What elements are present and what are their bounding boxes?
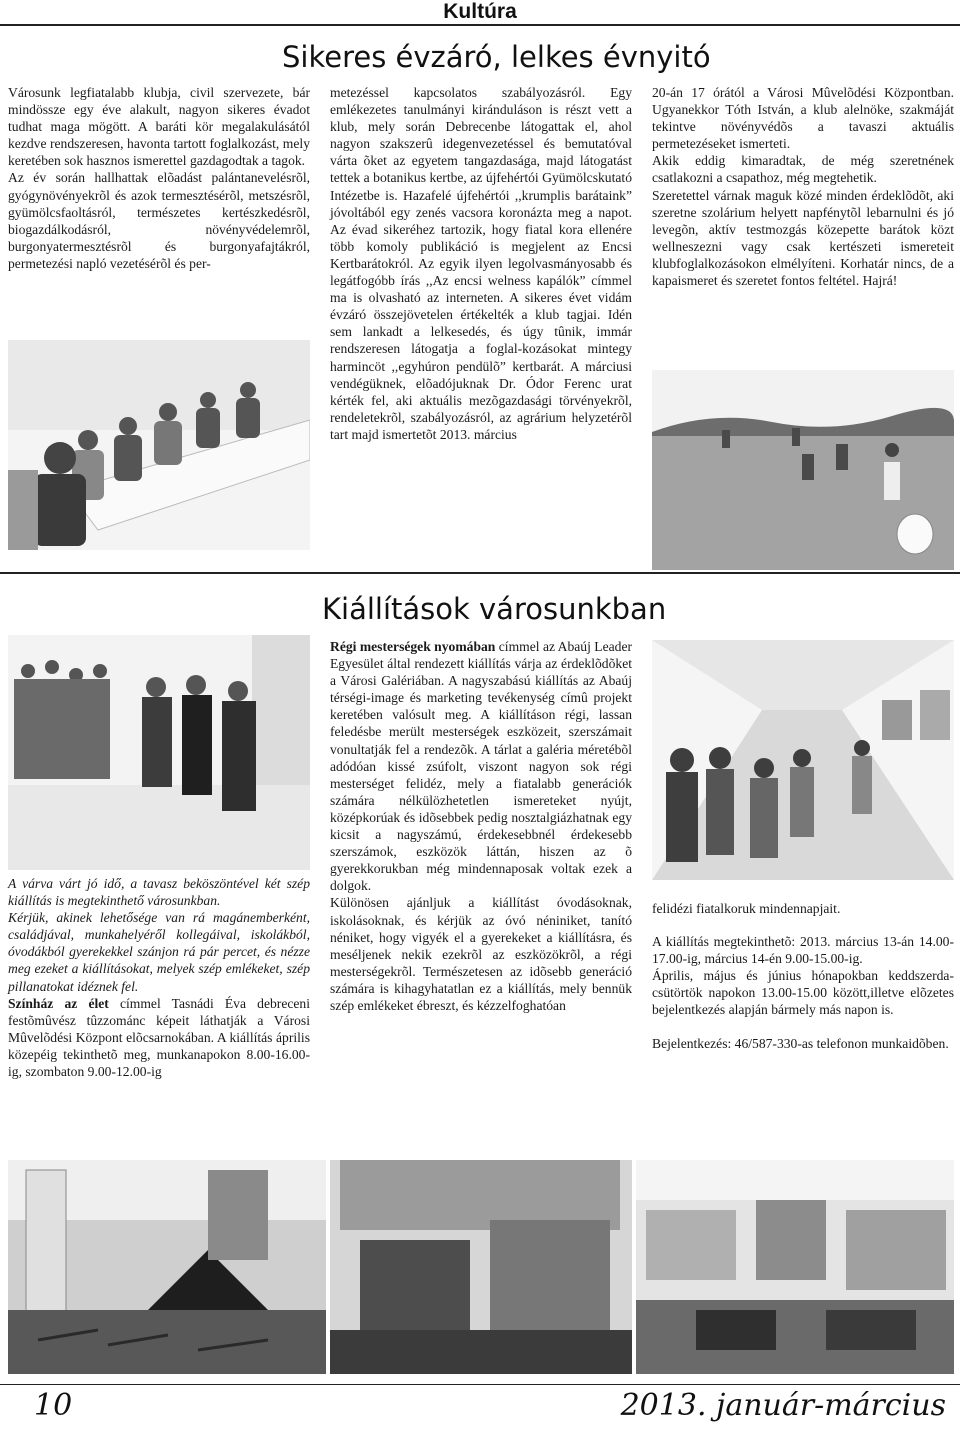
exhibition-2-text: címmel az Abaúj Leader Egyesület által rendezett kiállítás várja az érdeklõdõket a Városi Galériában. A nagyszabású kiállítás az Abaúj térségi-image és marketing tevékenység címû projekt keretében valósult meg. A kiállításon régi, lassan feledésbe merült mesterségek eszközeit, szerszámait vonultatják fel a rendezõk. A tárlat a galéria méretébõl adódóan kissé zsúfolt, viszont nagyon sok régi mesterséget felidéz, mely a fiatalabb generációk számára nélkülözhetetlen ismereteket nyújt, középkorúak és idõsebbek pedig nosztalgiázhatnak egy kicsit a nagyszámú, érdekesebbnél érdekesebb szerszámok, eszközök láttán, hiszen az õ gyerekkorukban még mindennaposak voltak ezek a dolgok.	[330, 639, 633, 894]
article1-col3-para: 20-án 17 órától a Városi Mûvelõdési Központban. Ugyanekkor Tóth István, a klub alelnöke, szakmáját tekintve növényvédõs a tavaszi aktuális permetezéseket ismerteti.	[652, 85, 954, 152]
gallery-visitors-photo	[652, 640, 954, 880]
page-number: 10	[34, 1388, 73, 1423]
issue-date: 2013. január-március	[620, 1388, 946, 1423]
article2-col1	[8, 875, 310, 1080]
article2-col3-para: felidézi fiatalkoruk mindennapjait.	[652, 901, 841, 916]
article1-col3-para: Szeretettel várnak maguk közé minden érdeklõdõt, aki szeretne szolárium helyett napfénytõl lebarnulni és jó levegõn, aktív testmozgás közepette barátok közt wellneszezni vagy csak kertészeti ismereteit klubfoglalkozásokon elmélyíteni. Korhatár nincs, de a kapaismeret és szeretet fontos feltétel. Hajrá!	[652, 187, 954, 289]
exhibition-schedule: Április, május és június hónapokban keddszerda-csütörtök napokon 13.00-15.00 között,illetve elõzetes bejelentkezés alapján bármely más napon is.	[652, 968, 954, 1018]
article1-col2-para: metezéssel kapcsolatos szabályozásról. Egy emlékezetes tanulmányi kiránduláson is részt vett a klub, mely során Debrecenbe látogattak el, ahol nagyon szakszerû idegenvezetéssel és bemutatóval várta õket az egyetem tangazdasága, majd látogatást tettek a botanikus kertbe, az újfehértói Gyümölcskutató Intézetbe is. Hazafelé újfehértói ,,krumplis barátaink” jóvoltából egy zenés vacsora koronázta meg a napot. Az évad sikeréhez tartozik, hogy fiatal kora ellenére több komoly publikáció is megjelent az Encsi Kertbarátokról. Az egyik ilyen legolvasmányosabb és legátfogóbb írás ,,Az encsi welness kapálók” címmel ma is olvasható az interneten. A sikeres évet vidám évzáró összejövetelen értékelték a klub tagjai. Idén sem lankadt a lelkesedés, és úgy tûnik, immár rendszeresen látogatja a foglal-kozásokat mintegy harmincöt ,,egyhúron pendülõ” kertbarát. A márciusi vendégüknek, elõadójuknak Dr. Ódor Ferenc urat kérték fel, aki aktuális mezõgazdasági törvényekrõl, rendeletekrõl, szabályozásról, az agrárium helyzetérõl tart majd ismertetõt 2013. március	[330, 85, 632, 442]
exhibition-1-paragraph	[8, 995, 310, 1080]
exhibition-1-title: Színház az élet	[8, 995, 109, 1011]
article2-col2	[330, 638, 632, 1014]
section-label: Kultúra	[443, 0, 517, 23]
article1-col2	[330, 84, 632, 443]
field-work-photo	[652, 370, 954, 570]
article1-col3	[652, 84, 954, 289]
exhibition-2-paragraph	[330, 638, 632, 894]
article-divider	[0, 572, 960, 574]
craft-tools-photo	[330, 1160, 632, 1374]
top-rule	[0, 24, 960, 26]
exhibition-2-recommendation: Különösen ajánljuk a kiállítást óvodásoknak, iskolásoknak, és kérjük az óvó néniniket, tanító néniket, hogy vigyék el a gyerekeket a kiállításra, és meséljenek nekik ezekrõl az eszközökrõl, a régi mesterségekrõl. Természetesen az idõsebb generáció számára is kihagyhatatlan ez a kiállítás, mely bennük szép emlékeket ébreszt, és kézzelfoghatóan	[330, 895, 632, 1013]
forge-exhibit-photo	[8, 1160, 326, 1374]
booking-info: Bejelentkezés: 46/587-330-as telefonon munkaidõben.	[652, 1035, 949, 1051]
article1-col1-para: Az év során hallhattak elõadást palántanevelésrõl, gyógynövényekrõl és azok termesztésérõl, metszésrõl, gyümölcsfaoltásról, természetes kertészkedésrõl, biogazdálkodásról, növényvédelemrõl, burgonyatermesztésrõl és burgonyafajtákról, permetezési napló vezetésérõl és per-	[8, 170, 310, 271]
bottom-rule	[0, 1384, 960, 1385]
exhibition-2-title: Régi mesterségek nyomában	[330, 639, 496, 654]
article1-headline: Sikeres évzáró, lelkes évnyitó	[282, 40, 711, 74]
article2-col3	[652, 900, 954, 1052]
article1-col1	[8, 84, 310, 272]
gallery-hall-photo	[636, 1160, 954, 1374]
article2-headline: Kiállítások városunkban	[322, 592, 667, 626]
article1-col1-para: Városunk legfiatalabb klubja, civil szervezete, bár mindössze egy éve alakult, nagyon sikeres évadot tudhat maga mögött. A baráti kör megalakulásától kezdve rendszeresen, havonta tartott foglalkozást, mely keretében sok hasznos ismerettel gazdagodtak a tagok.	[8, 85, 310, 169]
article1-col3-para: Akik eddig kimaradtak, de még szeretnének csatlakozni a csapathoz, még megtehetik.	[652, 153, 954, 186]
exhibition-hours: A kiállítás megtekinthetõ: 2013. március 13-án 14.00-17.00-ig, március 14-én 9.00-15.00-ig.	[652, 934, 954, 967]
exhibition-intro: A várva várt jó idő, a tavasz beköszöntével két szép kiállítás is megtekinthető városunkban.	[8, 876, 310, 909]
exhibition-1-text: címmel Tasnádi Éva debreceni festõmûvész tûzzománc képeit láthatják a Városi Mûvelõdési Központ elõcsarnokában. A kiállítás április közepéig tekinthetõ meg, munkanapokon 8.00-16.00-ig, szombaton 9.00-12.00-ig	[8, 995, 310, 1080]
exhibition-invitation: Kérjük, akinek lehetősége van rá magánemberként, családjával, munkahelyéről kollegáival, iskolákból, óvodákból gyerekekkel szánjon rá pár percet, és nézze meg ezeket a kiállításokat, melyek szép emlékeket, szép pillanatokat idéznek fel.	[8, 910, 310, 994]
exhibition-opening-photo	[8, 635, 310, 870]
club-dinner-photo	[8, 340, 310, 550]
